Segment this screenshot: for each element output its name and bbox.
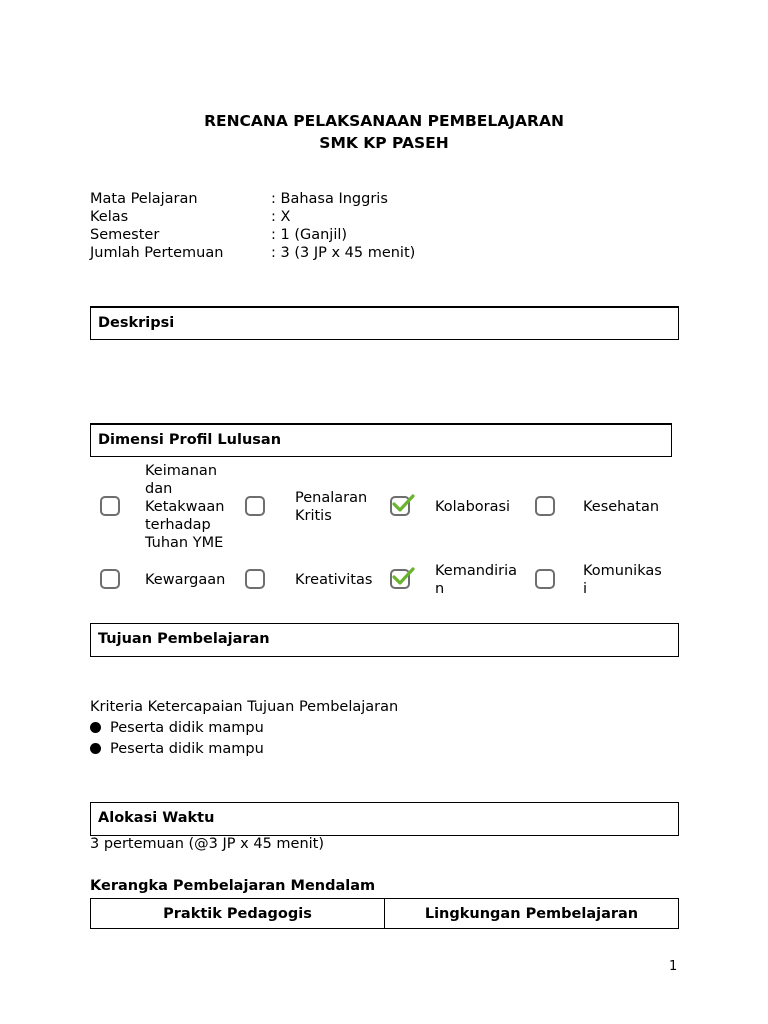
checkbox-kesehatan[interactable] (535, 496, 555, 516)
info-label-pertemuan: Jumlah Pertemuan (90, 245, 224, 261)
kerangka-table (90, 898, 679, 929)
kriteria-heading: Kriteria Ketercapaian Tujuan Pembelajaran (90, 699, 399, 715)
page-number: 1 (669, 959, 678, 974)
checkbox-kreativitas[interactable] (245, 569, 265, 589)
kerangka-heading: Kerangka Pembelajaran Mendalam (90, 878, 376, 894)
label-penalaran-kritis: Penalaran Kritis (295, 490, 368, 524)
section-alokasi-title: Alokasi Waktu (98, 810, 215, 826)
section-tujuan-title: Tujuan Pembelajaran (98, 631, 270, 647)
info-value-mapel: : Bahasa Inggris (271, 191, 388, 207)
kriteria-item (90, 720, 264, 736)
document-title: RENCANA PELAKSANAAN PEMBELAJARAN (204, 112, 564, 130)
bullet-icon (90, 722, 101, 733)
school-name: SMK KP PASEH (319, 134, 449, 152)
checkmark-icon (392, 567, 414, 587)
checkbox-kolaborasi[interactable] (390, 496, 410, 516)
checkbox-komunikasi[interactable] (535, 569, 555, 589)
section-dimensi (90, 423, 672, 457)
kerangka-col-lingkungan: Lingkungan Pembelajaran (384, 899, 678, 928)
section-tujuan (90, 623, 679, 657)
label-kreativitas: Kreativitas (295, 572, 373, 588)
label-keimanan: Keimanan dan Ketakwaan terhadap Tuhan YME (145, 463, 225, 551)
kriteria-item-text: Peserta didik mampu (110, 720, 264, 736)
label-kewargaan: Kewargaan (145, 572, 226, 588)
info-value-kelas: : X (271, 209, 291, 225)
section-deskripsi (90, 306, 679, 340)
label-kemandirian: Kemandiria n (435, 563, 518, 597)
info-label-semester: Semester (90, 227, 160, 243)
info-label-mapel: Mata Pelajaran (90, 191, 198, 207)
info-value-pertemuan: : 3 (3 JP x 45 menit) (271, 245, 416, 261)
kriteria-item-text: Peserta didik mampu (110, 741, 264, 757)
label-kolaborasi: Kolaborasi (435, 499, 511, 515)
label-kesehatan: Kesehatan (583, 499, 660, 515)
info-label-kelas: Kelas (90, 209, 129, 225)
checkmark-icon (392, 494, 414, 514)
checkbox-keimanan[interactable] (100, 496, 120, 516)
kerangka-col-pedagogis: Praktik Pedagogis (163, 905, 312, 922)
checkbox-kewargaan[interactable] (100, 569, 120, 589)
bullet-icon (90, 743, 101, 754)
alokasi-text: 3 pertemuan (@3 JP x 45 menit) (90, 836, 325, 852)
info-value-semester: : 1 (Ganjil) (271, 227, 348, 243)
kriteria-item (90, 741, 264, 757)
section-deskripsi-title: Deskripsi (98, 315, 175, 331)
section-alokasi (90, 802, 679, 836)
label-komunikasi: Komunikas i (583, 563, 662, 597)
section-dimensi-title: Dimensi Profil Lulusan (98, 432, 282, 448)
checkbox-penalaran-kritis[interactable] (245, 496, 265, 516)
checkbox-kemandirian[interactable] (390, 569, 410, 589)
